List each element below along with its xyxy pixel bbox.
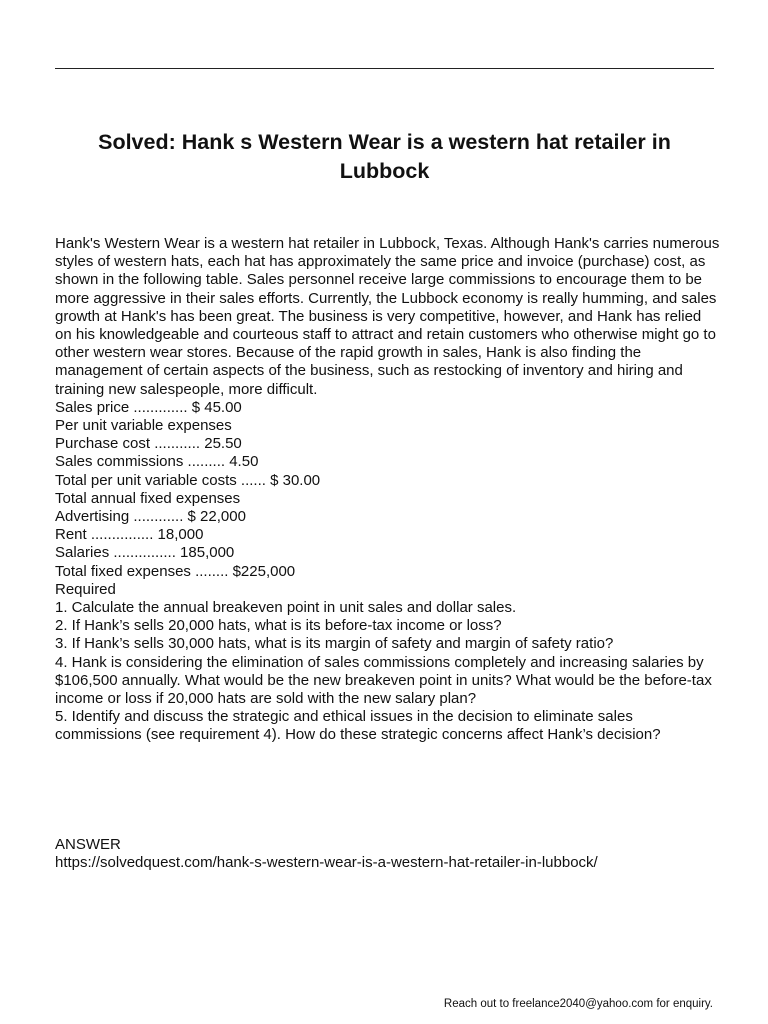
answer-label: ANSWER bbox=[55, 836, 121, 853]
top-divider bbox=[55, 68, 714, 69]
cost-line: Advertising ............ $ 22,000 bbox=[55, 508, 246, 526]
cost-line: Total per unit variable costs ...... $ 30.00 bbox=[55, 471, 321, 489]
document-body bbox=[55, 235, 720, 745]
cost-line: Rent ............... 18,000 bbox=[55, 526, 204, 544]
requirement-item: 4. Hank is considering the elimination of sales commissions completely and increasing salaries by $106,500 annually. What would be the new breakeven point in units? What would be the before-tax income or loss if 20,000 hats are sold with the new salary plan? bbox=[55, 653, 712, 708]
answer-link[interactable]: https://solvedquest.com/hank-s-western-wear-is-a-western-hat-retailer-in-lubbock/ bbox=[55, 854, 598, 872]
cost-line: Sales commissions ......... 4.50 bbox=[55, 453, 259, 471]
page-title: Solved: Hank s Western Wear is a western hat retailer in Lubbock bbox=[98, 130, 671, 183]
footer-contact: Reach out to freelance2040@yahoo.com for enquiry. bbox=[443, 998, 713, 1010]
requirement-item: 2. If Hank’s sells 20,000 hats, what is its before-tax income or loss? bbox=[55, 617, 502, 635]
cost-line: Purchase cost ........... 25.50 bbox=[55, 435, 242, 453]
requirement-item: 5. Identify and discuss the strategic and ethical issues in the decision to eliminate sales commissions (see requirement 4). How do these strategic concerns affect Hank’s decision? bbox=[55, 708, 661, 744]
cost-line: Per unit variable expenses bbox=[55, 417, 232, 435]
cost-line: Total annual fixed expenses bbox=[55, 489, 241, 507]
cost-line: Sales price ............. $ 45.00 bbox=[55, 398, 242, 416]
required-heading: Required bbox=[55, 580, 116, 598]
answer-section bbox=[55, 836, 720, 872]
cost-line: Total fixed expenses ........ $225,000 bbox=[55, 562, 296, 580]
requirement-item: 3. If Hank’s sells 30,000 hats, what is its margin of safety and margin of safety ratio? bbox=[55, 635, 614, 653]
intro-paragraph: Hank's Western Wear is a western hat retailer in Lubbock, Texas. Although Hank's carries numerous styles of western hats, each hat has approximately the same price and invoice (purchase) cost, as shown in the following table. Sales personnel receive large commissions to encourage them to be more aggressive in their sales efforts. Currently, the Lubbock economy is really humming, and sales growth at Hank's has been great. The business is very competitive, however, and Hank has relied on his knowledgeable and courteous staff to attract and retain customers who otherwise might go to other western wear stores. Because of the rapid growth in sales, Hank is also finding the management of certain aspects of the business, such as restocking of inventory and hiring and training new salespeople, more difficult. bbox=[55, 235, 720, 398]
cost-line: Salaries ............... 185,000 bbox=[55, 544, 235, 562]
requirement-item: 1. Calculate the annual breakeven point in unit sales and dollar sales. bbox=[55, 599, 517, 617]
